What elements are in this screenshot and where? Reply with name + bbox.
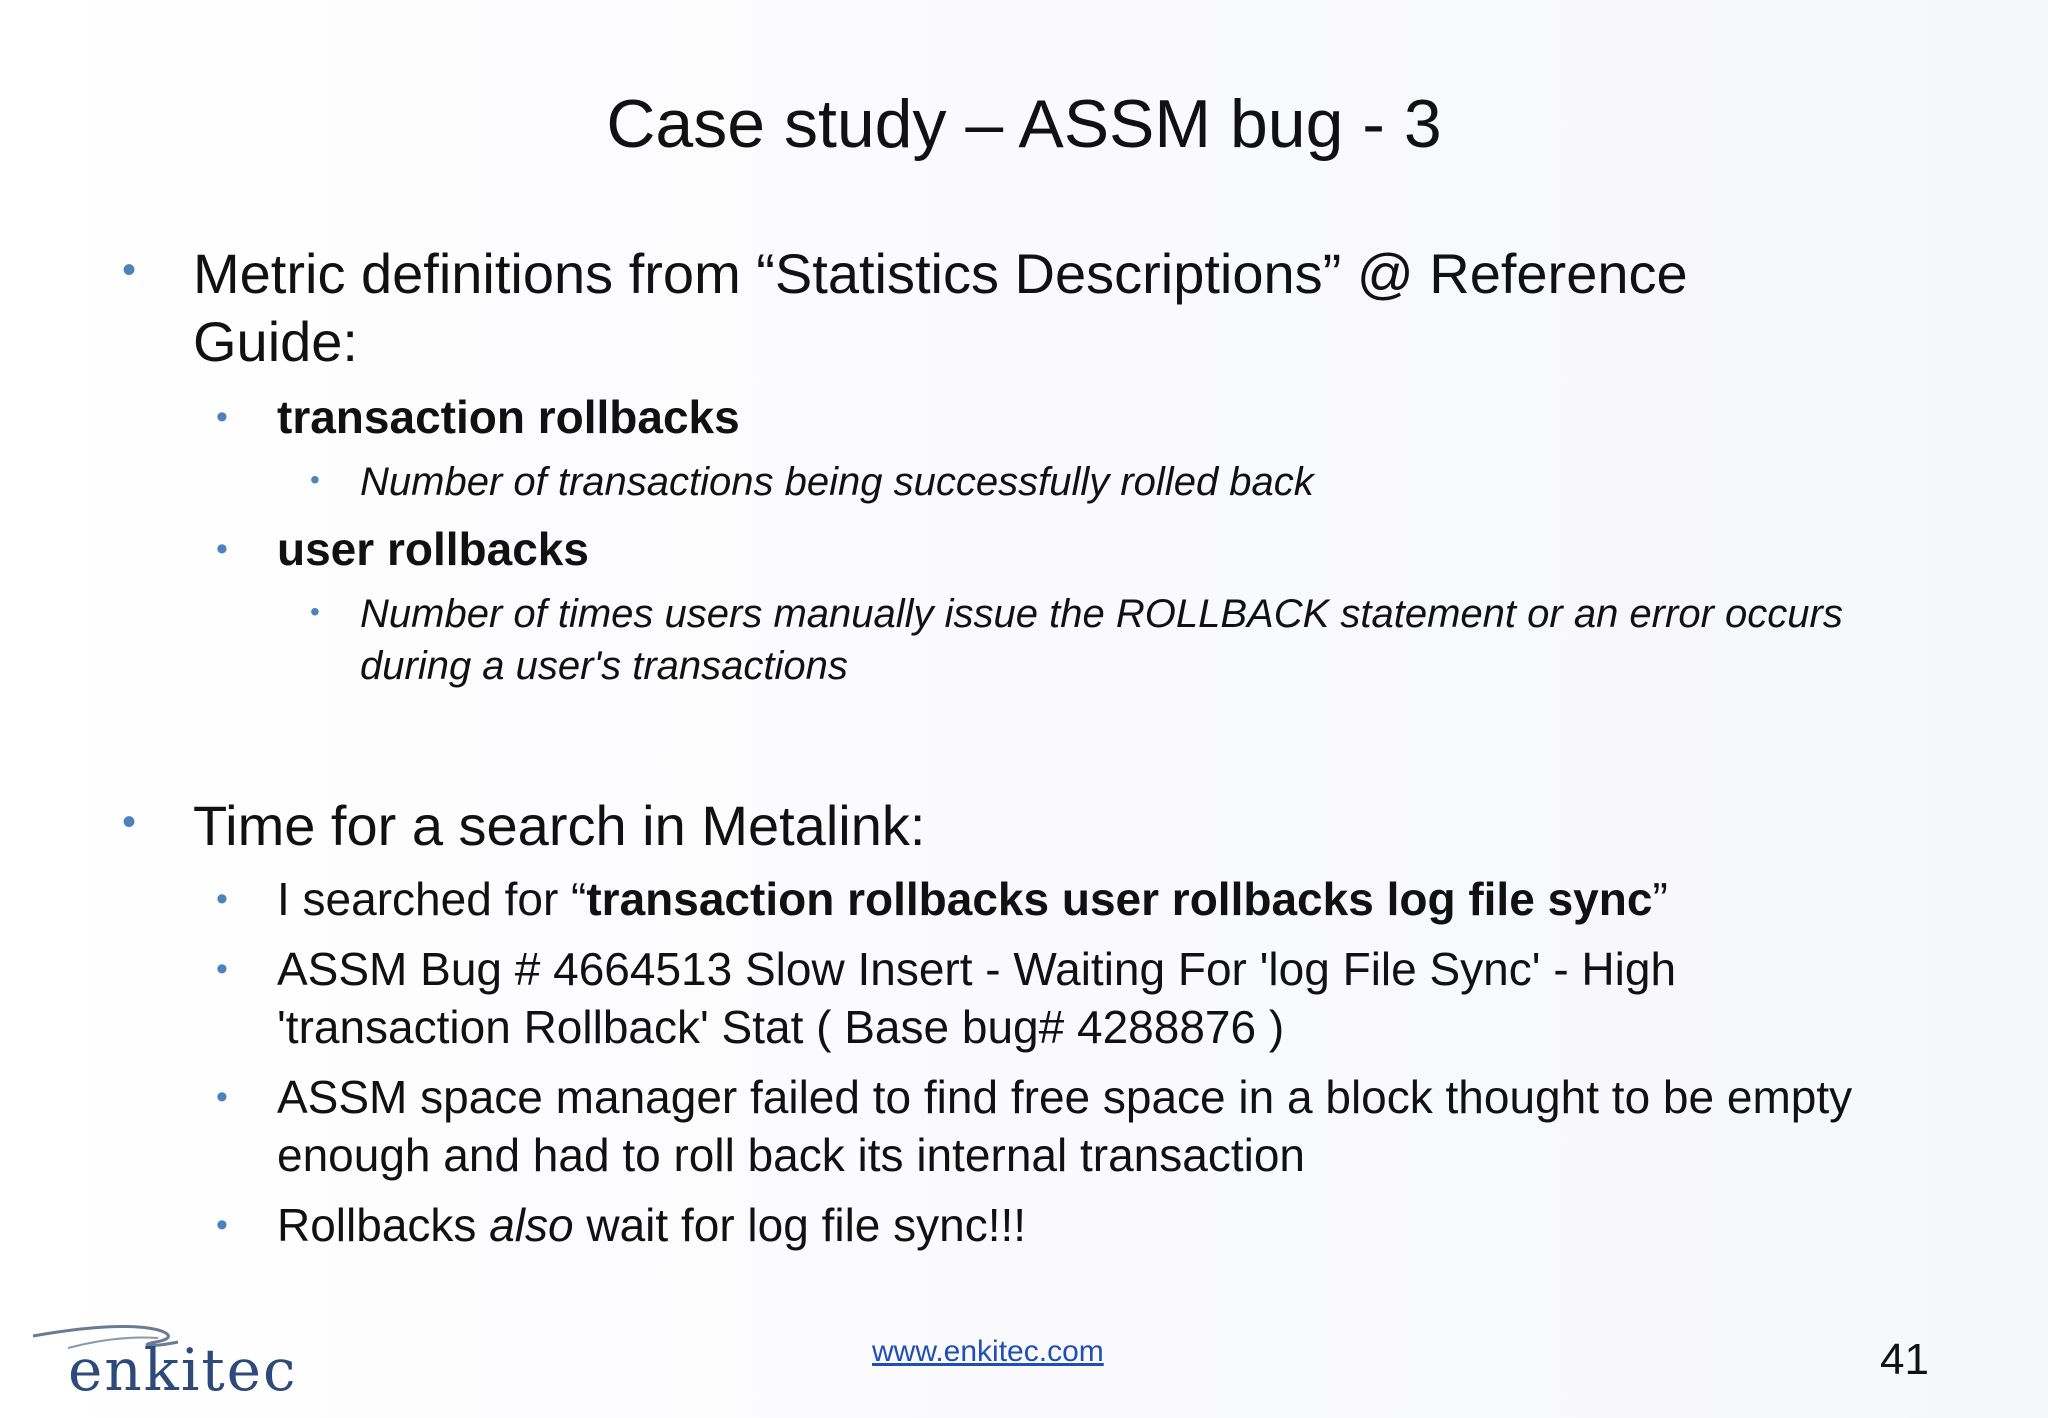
section1-heading-line1: Metric definitions from “Statistics Descriptions” @ Reference bbox=[193, 242, 1688, 305]
search-suffix: ” bbox=[1652, 873, 1668, 925]
bug-line1: ASSM Bug # 4664513 Slow Insert - Waiting For 'log File Sync' - High bbox=[277, 943, 1677, 995]
section2-heading: Time for a search in Metalink: bbox=[193, 794, 926, 857]
desc-user-rollbacks-line2: during a user's transactions bbox=[360, 644, 848, 688]
bullet-icon: • bbox=[216, 880, 228, 918]
term-user-rollbacks: user rollbacks bbox=[277, 523, 589, 575]
bullet-icon: • bbox=[216, 950, 228, 988]
rollbacks-emphasis: also bbox=[489, 1199, 574, 1251]
desc-user-rollbacks-line1: Number of times users manually issue the ROLLBACK statement or an error occurs bbox=[360, 592, 1843, 636]
bullet-icon: • bbox=[310, 464, 320, 495]
bullet-icon: • bbox=[122, 800, 137, 844]
page-number: 41 bbox=[1880, 1335, 1929, 1384]
slide-title: Case study – ASSM bug - 3 bbox=[606, 86, 1442, 162]
bullet-icon: • bbox=[216, 1206, 228, 1244]
search-line bbox=[277, 870, 1668, 928]
rollbacks-post: wait for log file sync!!! bbox=[573, 1199, 1027, 1251]
space-line2: enough and had to roll back its internal transaction bbox=[277, 1129, 1305, 1181]
rollbacks-pre: Rollbacks bbox=[277, 1199, 490, 1251]
bullet-icon: • bbox=[122, 248, 137, 292]
bug-line2: 'transaction Rollback' Stat ( Base bug# 4288876 ) bbox=[277, 1001, 1285, 1053]
search-query: transaction rollbacks user rollbacks log file sync bbox=[586, 873, 1653, 925]
desc-transaction-rollbacks: Number of transactions being successfully rolled back bbox=[360, 460, 1314, 504]
rollbacks-line bbox=[277, 1196, 1026, 1254]
space-line1: ASSM space manager failed to find free space in a block thought to be empty bbox=[277, 1071, 1853, 1123]
term-transaction-rollbacks: transaction rollbacks bbox=[277, 391, 740, 443]
search-prefix: I searched for “ bbox=[277, 873, 587, 925]
bullet-icon: • bbox=[216, 1078, 228, 1116]
bullet-icon: • bbox=[310, 596, 320, 627]
website-link[interactable]: www.enkitec.com bbox=[872, 1335, 1104, 1368]
enkitec-logo: enkitec bbox=[68, 1336, 298, 1404]
bullet-icon: • bbox=[216, 398, 228, 436]
section1-heading-line2: Guide: bbox=[193, 310, 358, 373]
bullet-icon: • bbox=[216, 530, 228, 568]
